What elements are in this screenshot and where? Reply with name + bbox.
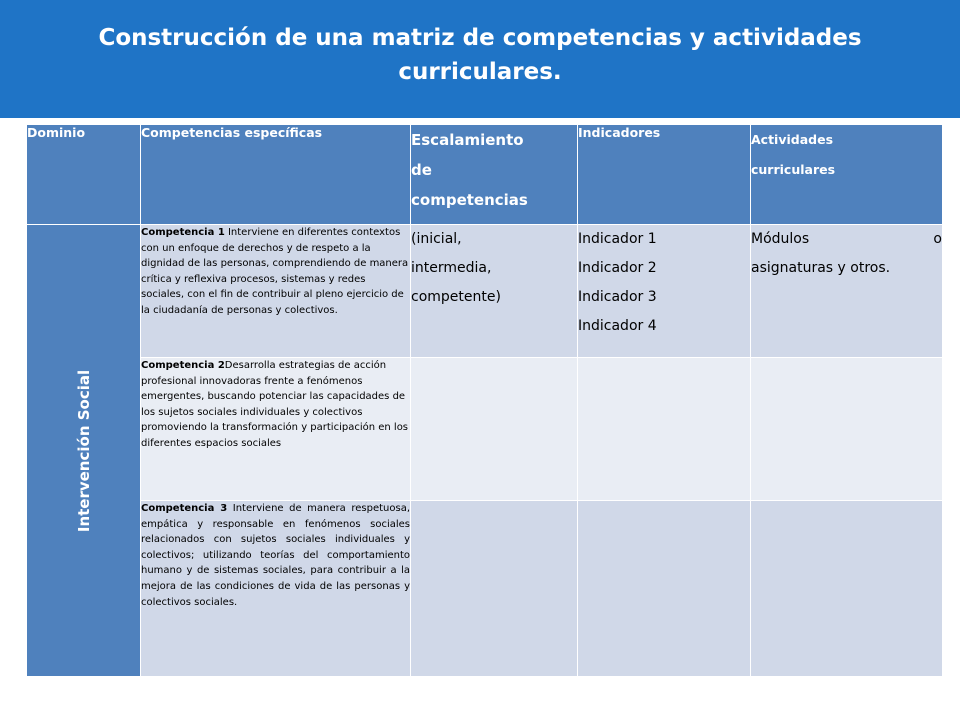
actividades-line: asignaturas y otros. (751, 260, 891, 276)
competencia-1-cell (141, 225, 411, 358)
indicador-item: Indicador 2 (578, 260, 657, 276)
actividades-word: o (933, 231, 942, 247)
empty-cell (578, 501, 751, 677)
page-title: Construcción de una matriz de competencias y actividades curriculares. (98, 25, 862, 85)
indicador-item: Indicador 1 (578, 231, 657, 247)
actividades-word: Módulos (751, 231, 810, 247)
competencia-text: Interviene de manera respetuosa, empática y responsable en fenómenos sociales relacionados con sujetos sociales individuales y colectivos; utilizando teorías del comportamiento humano y de sistemas sociales, para contribuir a la mejora de las condiciones de vida de las personas y colectivos sociales. (141, 503, 410, 608)
escalamiento-value: competente) (411, 289, 501, 305)
header-actividades-line: Actividades (751, 132, 834, 147)
header-indicadores: Indicadores (578, 125, 751, 225)
empty-cell (411, 358, 578, 501)
empty-cell (751, 358, 943, 501)
actividades-cell (751, 225, 943, 358)
competencia-2-cell (141, 358, 411, 501)
competencia-text: Desarrolla estrategias de acción profesional innovadoras frente a fenómenos emergentes, buscando potenciar las capacidades de los sujetos sociales individuales y colectivos promoviendo la transformación y participación en los diferentes espacios sociales (141, 360, 409, 449)
indicadores-cell (578, 225, 751, 358)
competencia-3-cell (141, 501, 411, 677)
header-row (27, 125, 943, 225)
domain-cell (27, 225, 141, 677)
header-escalamiento-line: competencias (411, 191, 528, 209)
indicador-item: Indicador 4 (578, 318, 657, 334)
header-actividades-line: curriculares (751, 162, 836, 177)
table-row (27, 225, 943, 358)
competencia-text: Interviene en diferentes contextos con un enfoque de derechos y de respeto a la dignidad de las personas, comprendiendo de manera crítica y reflexiva procesos, sistemas y redes sociales, con el fin de contribuir al pleno ejercicio de la ciudadanía de personas y colectivos. (141, 227, 409, 316)
competencia-label: Competencia 1 (141, 227, 225, 238)
escalamiento-cell (411, 225, 578, 358)
header-escalamiento-line: de (411, 161, 432, 179)
empty-cell (411, 501, 578, 677)
competencia-label: Competencia 2 (141, 360, 225, 371)
header-dominio: Dominio (27, 125, 141, 225)
header-competencias: Competencias específicas (141, 125, 411, 225)
table-row (27, 501, 943, 677)
header-escalamiento-line: Escalamiento (411, 131, 524, 149)
indicador-item: Indicador 3 (578, 289, 657, 305)
competency-matrix-table (26, 124, 943, 677)
escalamiento-value: (inicial, (411, 231, 462, 247)
empty-cell (751, 501, 943, 677)
table-row (27, 358, 943, 501)
empty-cell (578, 358, 751, 501)
actividades-line (751, 225, 942, 254)
header-actividades (751, 125, 943, 225)
competencia-label: Competencia 3 (141, 503, 228, 514)
escalamiento-value: intermedia, (411, 260, 492, 276)
title-bar (0, 0, 960, 118)
domain-label: Intervención Social (74, 369, 93, 532)
header-escalamiento (411, 125, 578, 225)
